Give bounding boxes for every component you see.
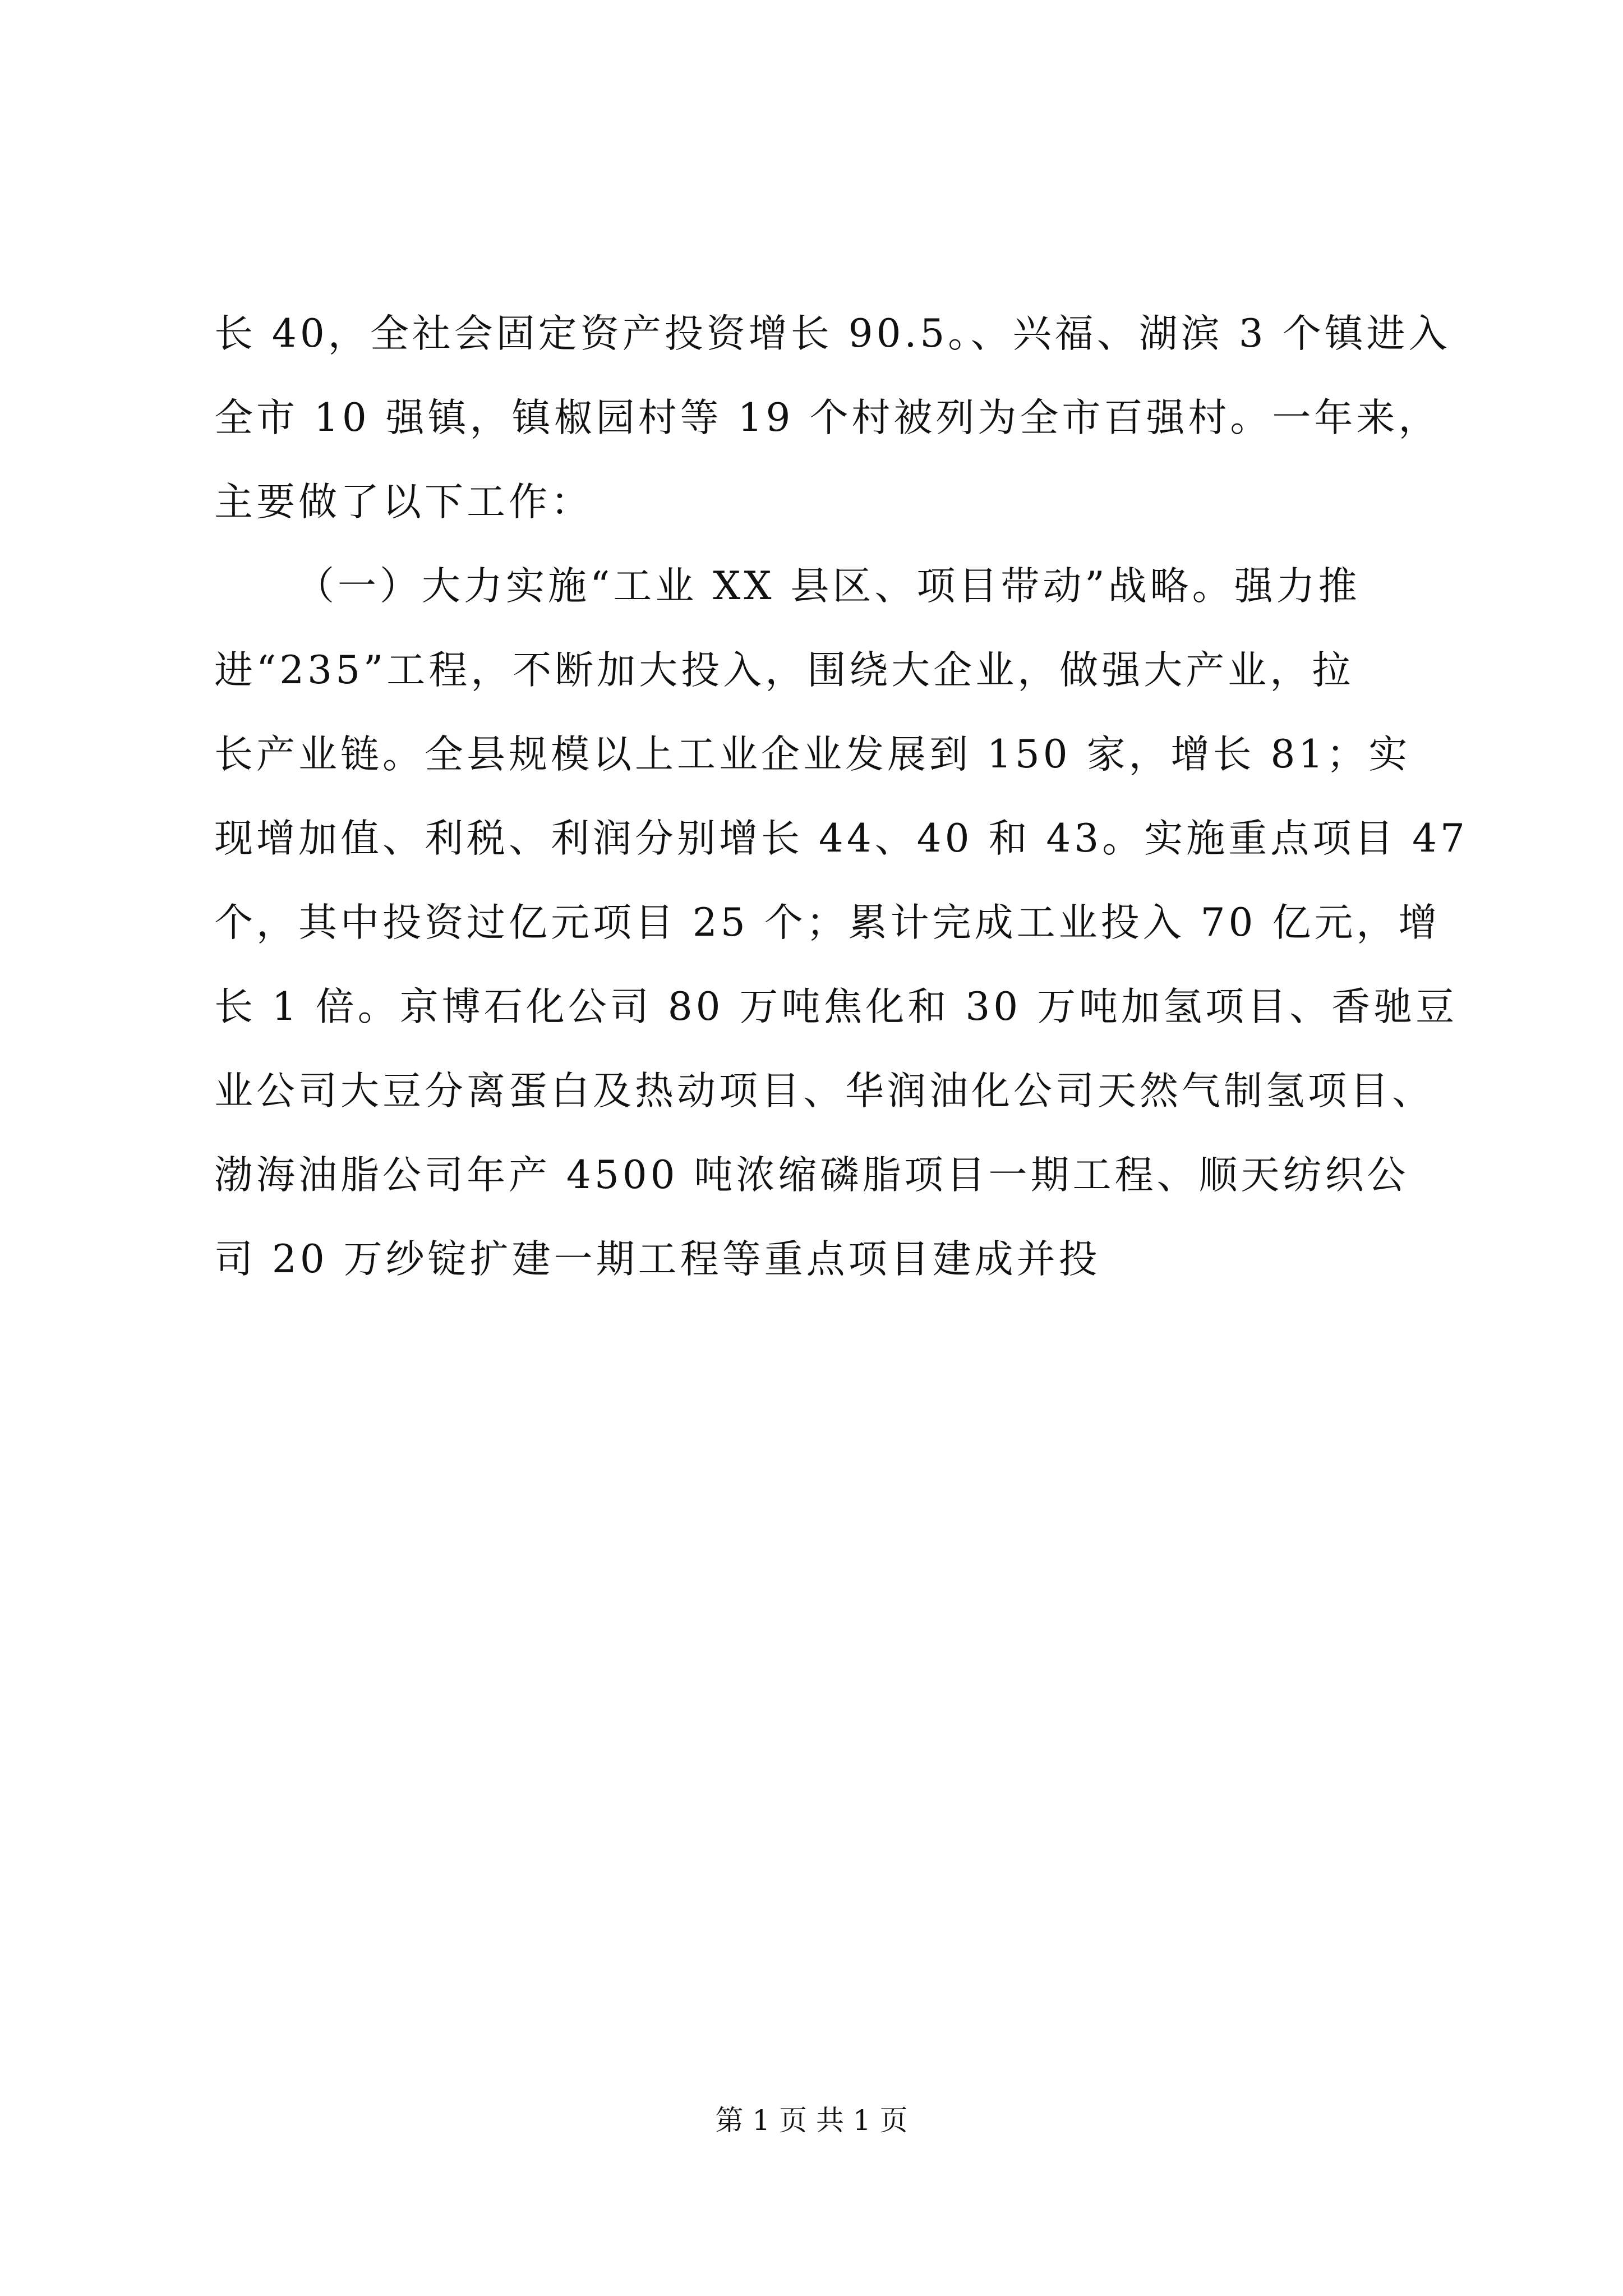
text-line: 主要做了以下工作： xyxy=(214,480,593,524)
text-line: （一）大力实施“工业 XX 县区、项目带动”战略。强力推 xyxy=(296,564,1361,609)
text-line: 现增加值、利税、利润分别增长 44、40 和 43。实施重点项目 47 xyxy=(214,816,1468,861)
page-footer: 第 1 页 共 1 页 xyxy=(715,2104,908,2137)
text-line: 渤海油脂公司年产 4500 吨浓缩磷脂项目一期工程、顺天纺织公 xyxy=(214,1153,1409,1198)
body-text xyxy=(214,292,1468,1301)
text-line: 长产业链。全县规模以上工业企业发展到 150 家，增长 81；实 xyxy=(214,732,1411,777)
text-line: 个，其中投资过亿元项目 25 个；累计完成工业投入 70 亿元，增 xyxy=(214,900,1441,945)
text-line: 长 40，全社会固定资产投资增长 90.5。、兴福、湖滨 3 个镇进入 xyxy=(214,311,1451,356)
text-line: 长 1 倍。京博石化公司 80 万吨焦化和 30 万吨加氢项目、香驰豆 xyxy=(214,984,1458,1029)
text-line: 全市 10 强镇，镇椒园村等 19 个村被列为全市百强村。一年来， xyxy=(214,395,1441,440)
text-line: 进“235”工程，不断加大投入，围绕大企业，做强大产业，拉 xyxy=(214,648,1354,693)
text-line: 司 20 万纱锭扩建一期工程等重点项目建成并投 xyxy=(214,1237,1101,1282)
text-line: 业公司大豆分离蛋白及热动项目、华润油化公司天然气制氢项目、 xyxy=(214,1069,1434,1114)
